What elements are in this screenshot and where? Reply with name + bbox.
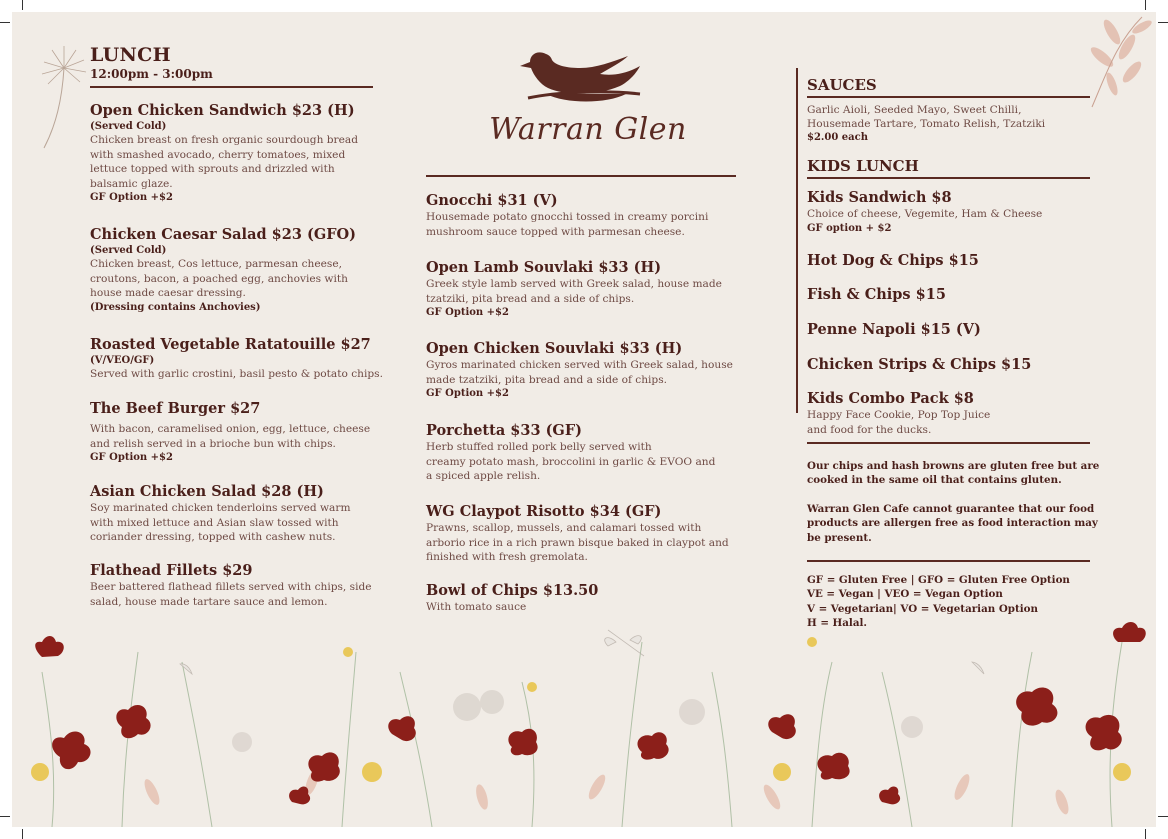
item-desc: Beer battered flathead fillets served with chips, side	[90, 581, 372, 593]
kids-item	[807, 321, 981, 339]
item-desc: and food for the ducks.	[807, 423, 932, 436]
divider	[90, 86, 373, 88]
divider	[807, 560, 1090, 562]
legend-line: V = Vegetarian| VO = Vegetarian Option	[807, 602, 1039, 615]
item-title: Chicken Caesar Salad $23 (GFO)	[90, 226, 356, 243]
item-desc: with mixed lettuce and Asian slaw tossed with	[90, 516, 339, 529]
sauces-desc: Housemade Tartare, Tomato Relish, Tzatziki	[807, 118, 1046, 130]
item-desc: With bacon, caramelised onion, egg, lettuce, cheese	[90, 423, 371, 435]
item-title: Kids Combo Pack $8	[807, 390, 974, 407]
item-title: Flathead Fillets $29	[90, 562, 253, 579]
legend-line: H = Halal.	[807, 617, 868, 630]
item-title: Bowl of Chips $13.50	[426, 582, 599, 599]
item-note: (V/VEO/GF)	[90, 355, 155, 366]
crop-mark	[0, 22, 10, 23]
kids-section	[807, 157, 1090, 179]
kids-heading: KIDS LUNCH	[807, 157, 919, 175]
item-title: WG Claypot Risotto $34 (GF)	[426, 503, 662, 520]
sauces-price: $2.00 each	[807, 132, 868, 143]
crop-mark	[1145, 829, 1146, 839]
lunch-heading: LUNCH	[90, 44, 171, 66]
divider	[807, 177, 1090, 179]
item-desc: Served with garlic crostini, basil pesto & potato chips.	[90, 368, 383, 380]
menu-item	[426, 503, 756, 565]
item-desc: balsamic glaze.	[90, 177, 173, 190]
legend-line: VE = Vegan | VEO = Vegan Option	[807, 588, 1003, 601]
notice-line: cooked in the same oil that contains gluten.	[807, 474, 1062, 487]
item-desc: finished with fresh gremolata.	[426, 551, 588, 564]
menu-item	[426, 259, 756, 320]
item-desc: Herb stuffed rolled pork belly served with	[426, 441, 652, 453]
kids-item	[807, 252, 979, 270]
item-title: Chicken Strips & Chips $15	[807, 356, 1032, 373]
menu-item	[426, 340, 756, 401]
item-title: Gnocchi $31 (V)	[426, 192, 558, 209]
menu-item	[426, 422, 756, 484]
item-title: Fish & Chips $15	[807, 286, 946, 303]
item-note: (Served Cold)	[90, 121, 167, 132]
divider	[426, 175, 736, 177]
item-extra: GF option + $2	[807, 222, 892, 234]
lunch-header	[90, 44, 373, 88]
item-desc: Prawns, scallop, mussels, and calamari tossed with	[426, 522, 702, 534]
item-extra: GF Option +$2	[90, 192, 173, 204]
crop-mark	[1158, 22, 1168, 23]
item-desc: Soy marinated chicken tenderloins served warm	[90, 502, 351, 514]
item-desc: croutons, bacon, a poached egg, anchovies with	[90, 272, 348, 285]
item-desc: Choice of cheese, Vegemite, Ham & Cheese	[807, 208, 1043, 220]
kids-item	[807, 189, 1097, 236]
item-desc: Greek style lamb served with Greek salad, house made	[426, 278, 722, 290]
divider	[807, 96, 1090, 98]
item-title: Penne Napoli $15 (V)	[807, 321, 981, 338]
item-desc: a spiced apple relish.	[426, 470, 541, 483]
notice-line: Warran Glen Cafe cannot guarantee that our food	[807, 503, 1095, 515]
item-title: The Beef Burger $27	[90, 400, 261, 417]
item-title: Open Chicken Souvlaki $33 (H)	[426, 340, 683, 357]
menu-item	[90, 102, 390, 205]
item-desc: mushroom sauce topped with parmesan cheese.	[426, 225, 685, 238]
crop-mark	[1145, 0, 1146, 10]
menu-item	[426, 582, 756, 615]
item-desc: Happy Face Cookie, Pop Top Juice	[807, 409, 991, 421]
item-desc: lettuce topped with sprouts and drizzled with	[90, 163, 335, 176]
lunch-hours: 12:00pm - 3:00pm	[90, 67, 213, 81]
item-extra: (Dressing contains Anchovies)	[90, 301, 261, 313]
item-title: Hot Dog & Chips $15	[807, 252, 979, 269]
item-desc: and relish served in a brioche bun with chips.	[90, 437, 336, 450]
divider	[807, 442, 1090, 444]
crop-mark	[22, 829, 23, 839]
item-desc: Chicken breast on fresh organic sourdough bread	[90, 134, 358, 146]
sauces-desc: Garlic Aioli, Seeded Mayo, Sweet Chilli,	[807, 104, 1022, 116]
item-extra: GF Option +$2	[426, 388, 509, 400]
item-note: (Served Cold)	[90, 245, 167, 256]
notice-line: be present.	[807, 531, 872, 544]
allergen-notice	[807, 459, 1107, 488]
item-desc: coriander dressing, topped with cashew nuts.	[90, 531, 336, 544]
duck-logo-icon	[516, 46, 646, 112]
item-desc: arborio rice in a rich prawn bisque baked in claypot and	[426, 536, 729, 549]
item-desc: made tzatziki, pita bread and a side of chips.	[426, 373, 668, 386]
menu-item	[90, 483, 390, 545]
kids-item	[807, 286, 946, 304]
item-desc: With tomato sauce	[426, 601, 527, 613]
menu-item	[90, 562, 390, 609]
wildflower-border-illustration	[12, 612, 1156, 827]
legend-line: GF = Gluten Free | GFO = Gluten Free Option	[807, 574, 1070, 586]
item-title: Roasted Vegetable Ratatouille $27	[90, 336, 371, 353]
item-extra: GF Option +$2	[426, 307, 509, 319]
menu-sheet	[12, 12, 1156, 827]
sauces-heading: SAUCES	[807, 76, 877, 94]
brand-name: Warran Glen	[489, 112, 687, 147]
kids-item	[807, 390, 1097, 437]
crop-mark	[1158, 816, 1168, 817]
menu-item	[90, 226, 390, 315]
item-desc: creamy potato mash, broccolini in garlic & EVOO and	[426, 455, 716, 468]
item-desc: house made caesar dressing.	[90, 287, 246, 300]
item-desc: Gyros marinated chicken served with Greek salad, house	[426, 359, 733, 371]
item-desc: salad, house made tartare sauce and lemon.	[90, 595, 328, 608]
item-title: Open Lamb Souvlaki $33 (H)	[426, 259, 662, 276]
menu-item	[90, 336, 400, 382]
item-desc: Chicken breast, Cos lettuce, parmesan cheese,	[90, 258, 342, 270]
item-extra: GF Option +$2	[90, 452, 173, 464]
item-title: Porchetta $33 (GF)	[426, 422, 582, 439]
item-desc: with smashed avocado, cherry tomatoes, mixed	[90, 148, 346, 161]
crop-mark	[0, 816, 10, 817]
item-title: Kids Sandwich $8	[807, 189, 952, 206]
notice-line: products are allergen free as food interaction may	[807, 517, 1098, 530]
allergen-notice	[807, 502, 1107, 545]
crop-mark	[22, 0, 23, 10]
item-desc: tzatziki, pita bread and a side of chips.	[426, 292, 635, 305]
notice-line: Our chips and hash browns are gluten free but are	[807, 460, 1100, 472]
item-title: Asian Chicken Salad $28 (H)	[90, 483, 324, 500]
sauces-section	[807, 76, 1090, 145]
item-title: Open Chicken Sandwich $23 (H)	[90, 102, 355, 119]
kids-item	[807, 356, 1031, 374]
menu-item	[426, 192, 756, 239]
item-desc: Housemade potato gnocchi tossed in creamy porcini	[426, 211, 709, 223]
menu-item	[90, 400, 390, 465]
column-divider	[796, 68, 798, 413]
